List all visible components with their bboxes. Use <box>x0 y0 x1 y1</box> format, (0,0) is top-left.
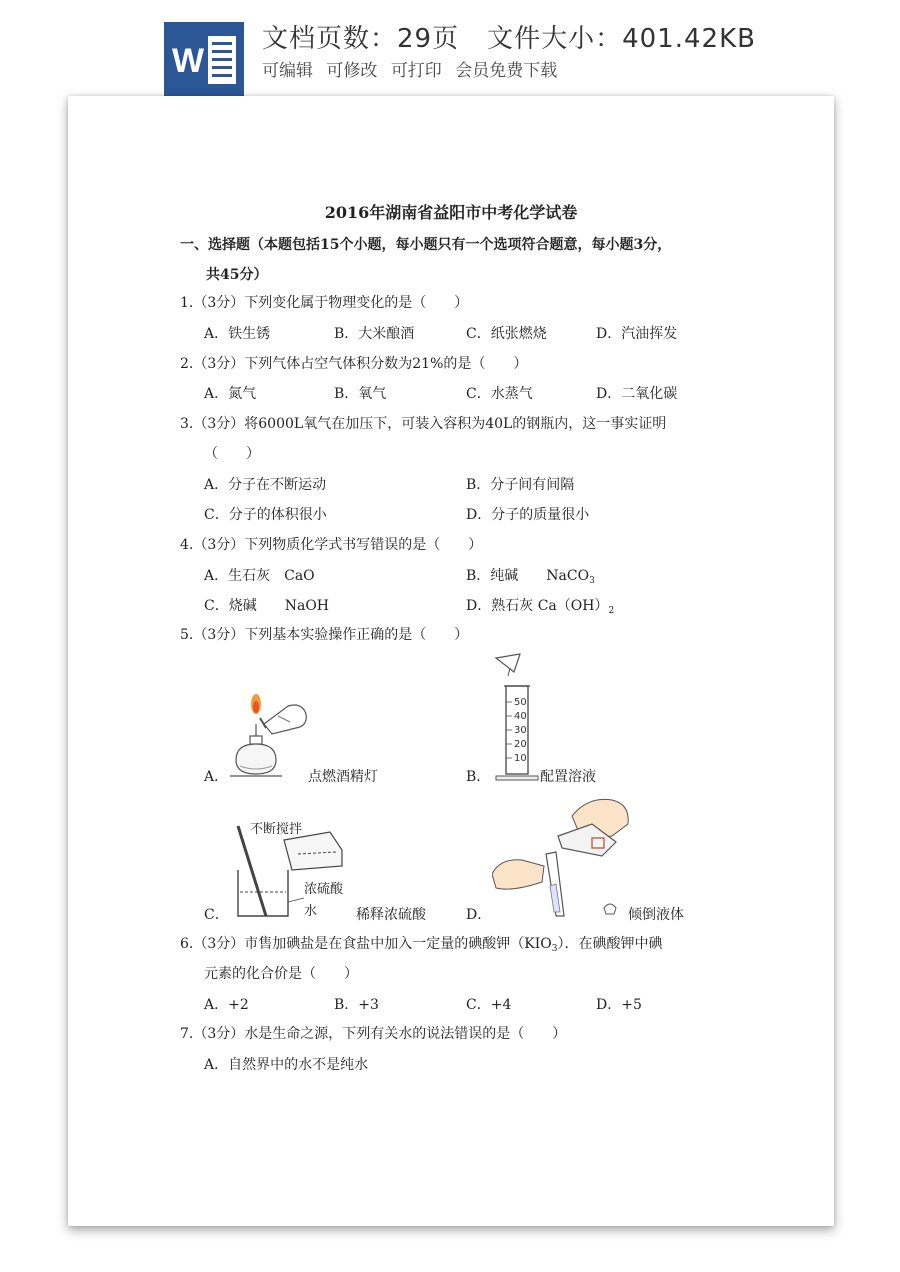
alcohol-lamp-figure <box>226 694 316 786</box>
q4-option-d-subscript: 2 <box>608 606 615 616</box>
q6-stem-part1: 6.（3分）市售加碘盐是在食盐中加入一定量的碘酸钾（KIO <box>180 936 552 952</box>
water-label: 水 <box>304 904 318 919</box>
q2-option-d: D．二氧化碳 <box>596 386 678 402</box>
q6-option-d: D．+5 <box>596 997 642 1013</box>
stir-label: 不断搅拌 <box>250 822 303 837</box>
cylinder-scale <box>514 696 534 768</box>
pouring-liquid-figure <box>492 796 642 920</box>
q5-option-c-letter: C． <box>204 907 229 923</box>
q5-option-d-label: 倾倒液体 <box>628 907 684 923</box>
q6-option-c: C．+4 <box>466 997 512 1013</box>
q4-option-a-name: A．生石灰 <box>204 568 271 584</box>
q6-stem-part2: ）．在碘酸钾中碘 <box>557 936 663 952</box>
q1-option-d: D．汽油挥发 <box>596 326 678 342</box>
page-count: 文档页数：29页 <box>262 24 460 54</box>
q1-stem: 1.（3分）下列变化属于物理变化的是（ ） <box>180 295 469 311</box>
q4-option-c <box>204 597 329 615</box>
q1-option-b: B．大米酿酒 <box>334 326 415 342</box>
q4-option-b <box>466 567 595 590</box>
document-page <box>68 96 834 1226</box>
q6-stem-cont: 元素的化合价是（ ） <box>204 966 358 982</box>
q1-option-c: C．纸张燃烧 <box>466 326 547 342</box>
q4-option-b-subscript: 3 <box>589 576 595 586</box>
word-document-icon <box>164 22 244 96</box>
q5-stem: 5.（3分）下列基本实验操作正确的是（ ） <box>180 627 469 643</box>
cylinder-tick-30: 30 <box>514 725 527 736</box>
q4-option-b-formula: NaCO <box>546 568 590 584</box>
q5-option-c-label: 稀释浓硫酸 <box>356 907 426 923</box>
banner-features <box>262 56 565 81</box>
q4-option-a <box>204 567 315 585</box>
cylinder-tick-40: 40 <box>514 711 527 722</box>
file-size: 文件大小：401.42KB <box>487 24 756 54</box>
q7-stem: 7.（3分）水是生命之源，下列有关水的说法错误的是（ ） <box>180 1026 567 1042</box>
q3-option-d: D．分子的质量很小 <box>466 507 590 523</box>
acid-label: 浓硫酸 <box>304 882 344 897</box>
q7-option-a: A．自然界中的水不是纯水 <box>204 1057 369 1073</box>
q4-option-d-name: D．熟石灰 <box>466 598 534 614</box>
feature-member-download: 会员免费下载 <box>455 61 558 81</box>
q3-option-b: B．分子间有间隔 <box>466 477 575 493</box>
q4-option-c-formula: NaOH <box>284 598 330 614</box>
q5-option-b-label: 配置溶液 <box>540 769 596 785</box>
q6-stem-subscript: 3 <box>551 944 558 954</box>
q3-stem: 3.（3分）将6000L氧气在加压下，可装入容积为40L的钢瓶内，这一事实证明 <box>180 416 667 432</box>
cylinder-tick-10: 10 <box>514 753 527 764</box>
feature-modifiable: 可修改 <box>326 61 378 81</box>
q3-option-c: C．分子的体积很小 <box>204 507 327 523</box>
q4-option-d <box>466 597 614 620</box>
q3-option-a: A．分子在不断运动 <box>204 477 327 493</box>
q5-option-d-letter: D． <box>466 907 492 923</box>
q2-option-b: B．氧气 <box>334 386 387 402</box>
feature-printable: 可打印 <box>390 61 442 81</box>
q5-option-b-letter: B． <box>466 769 491 785</box>
download-banner <box>0 0 900 100</box>
q6-stem <box>180 935 662 958</box>
q4-option-b-name: B．纯碱 <box>466 568 519 584</box>
q1-option-a: A．铁生锈 <box>204 326 271 342</box>
svg-text:W: W <box>172 42 205 80</box>
section-heading: 一、选择题（本题包括15个小题，每小题只有一个选项符合题意，每小题3分， <box>180 237 672 253</box>
doc-title: 2016年湖南省益阳市中考化学试卷 <box>324 203 578 222</box>
q4-option-d-formula: Ca（OH） <box>537 598 609 614</box>
q2-stem: 2.（3分）下列气体占空气体积分数为21%的是（ ） <box>180 356 528 372</box>
banner-title <box>262 18 756 55</box>
section-heading-cont: 共45分） <box>206 267 268 283</box>
cylinder-tick-20: 20 <box>514 739 527 750</box>
q2-option-c: C．水蒸气 <box>466 386 533 402</box>
q5-option-a-letter: A． <box>204 769 229 785</box>
q4-stem: 4.（3分）下列物质化学式书写错误的是（ ） <box>180 537 483 553</box>
q2-option-a: A．氮气 <box>204 386 257 402</box>
feature-editable: 可编辑 <box>262 61 313 81</box>
q4-option-a-formula: CaO <box>284 568 315 584</box>
q6-option-a: A．+2 <box>204 997 249 1013</box>
q3-stem-cont: （ ） <box>204 446 260 462</box>
q4-option-c-name: C．烧碱 <box>204 598 257 614</box>
q6-option-b: B．+3 <box>334 997 379 1013</box>
q5-option-a-label: 点燃酒精灯 <box>308 769 378 785</box>
cylinder-tick-50: 50 <box>514 697 527 708</box>
